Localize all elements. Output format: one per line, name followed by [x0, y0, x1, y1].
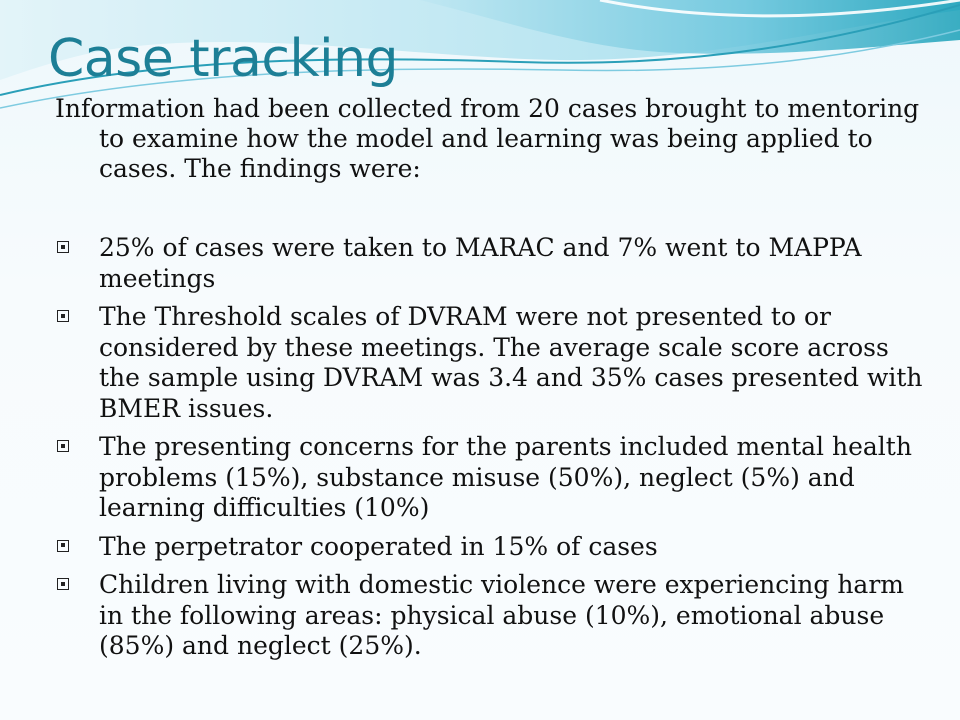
finding-text: The perpetrator cooperated in 15% of cases: [99, 531, 658, 561]
finding-text: The presenting concerns for the parents included mental health problems (15%), substance misuse (50%), neglect (5%) and learning difficulties (10%): [99, 432, 912, 522]
finding-item: [55, 532, 935, 563]
finding-text: 25% of cases were taken to MARAC and 7% went to MAPPA meetings: [99, 233, 862, 293]
finding-item: [55, 233, 935, 294]
boxed-square-bullet-icon: [57, 440, 69, 452]
intro-paragraph: Information had been collected from 20 cases brought to mentoring to examine how the model and learning was being applied to cases. The findings were:: [55, 94, 920, 183]
finding-text: Children living with domestic violence were experiencing harm in the following areas: physical abuse (10%), emotional abuse (85%) and neglect (25%).: [99, 570, 904, 660]
slide-title: Case tracking: [48, 29, 399, 89]
boxed-square-bullet-icon: [57, 241, 69, 253]
finding-text: The Threshold scales of DVRAM were not presented to or considered by these meetings. The average scale score across the sample using DVRAM was 3.4 and 35% cases presented with BMER issues.: [99, 302, 923, 423]
boxed-square-bullet-icon: [57, 540, 69, 552]
finding-item: [55, 302, 935, 424]
finding-item: [55, 432, 935, 524]
findings-list: [55, 233, 935, 670]
boxed-square-bullet-icon: [57, 310, 69, 322]
finding-item: [55, 570, 935, 662]
boxed-square-bullet-icon: [57, 578, 69, 590]
